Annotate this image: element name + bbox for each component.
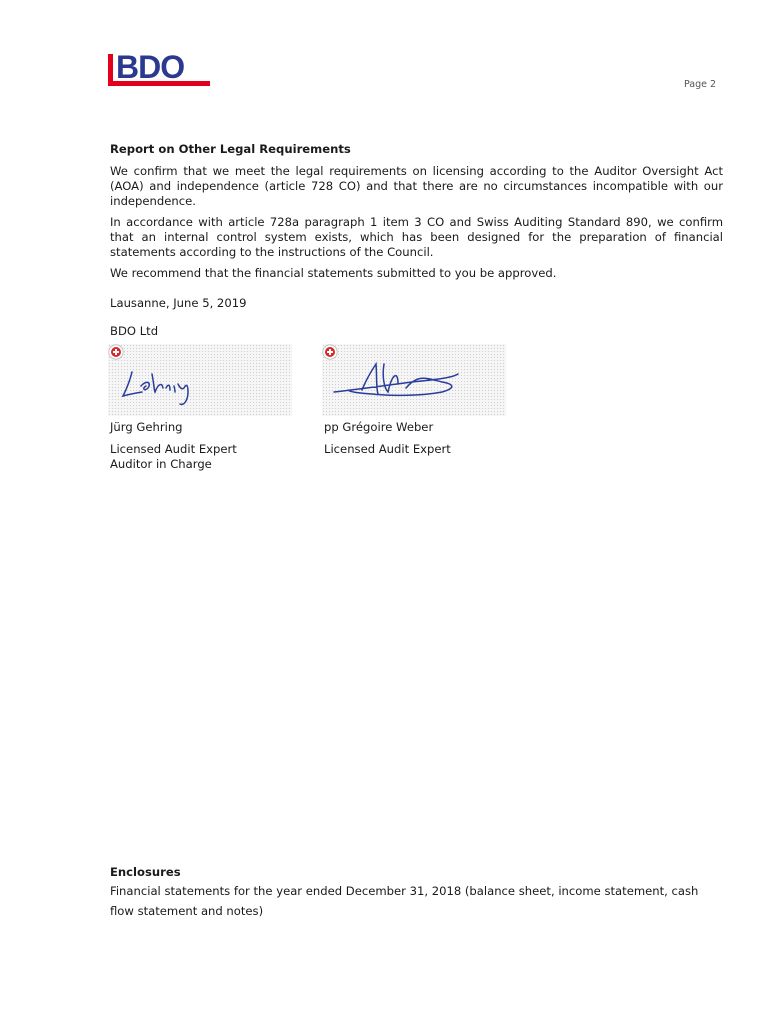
signature-box-gehring xyxy=(108,344,292,416)
paragraph-recommendation: We recommend that the financial statements submitted to you be approved. xyxy=(110,266,557,280)
signatory-title-weber: Licensed Audit Expert xyxy=(324,442,451,456)
signatory-name-weber: pp Grégoire Weber xyxy=(324,420,434,434)
place-date: Lausanne, June 5, 2019 xyxy=(110,296,247,310)
enclosures-line-2: flow statement and notes) xyxy=(110,904,264,918)
paragraph-internal-control: In accordance with article 728a paragraph 1 item 3 CO and Swiss Auditing Standard 890, we confirm that an internal control system exists, which has been designed for the preparation of financial statements according to the instructions of the Council. xyxy=(110,215,723,260)
swiss-seal-icon xyxy=(322,344,338,360)
page-number: Page 2 xyxy=(684,79,717,90)
signature-gehring xyxy=(108,344,292,416)
paragraph-independence: We confirm that we meet the legal requirements on licensing according to the Auditor Oversight Act (AOA) and independence (article 728 CO) and that there are no circumstances incompatible with our independence. xyxy=(110,164,723,209)
signatory-name-gehring: Jürg Gehring xyxy=(110,420,183,434)
logo-text: BDO xyxy=(116,50,185,85)
signatory-role-gehring: Auditor in Charge xyxy=(110,457,212,471)
swiss-seal-icon xyxy=(108,344,124,360)
signature-box-weber xyxy=(322,344,506,416)
signatory-title-gehring: Licensed Audit Expert xyxy=(110,442,237,456)
enclosures-heading: Enclosures xyxy=(110,865,181,879)
firm-name: BDO Ltd xyxy=(110,324,159,338)
signature-weber xyxy=(322,344,506,416)
enclosures-line-1: Financial statements for the year ended December 31, 2018 (balance sheet, income statement, cash xyxy=(110,884,699,898)
bdo-logo xyxy=(108,50,210,86)
section-heading: Report on Other Legal Requirements xyxy=(110,142,351,156)
